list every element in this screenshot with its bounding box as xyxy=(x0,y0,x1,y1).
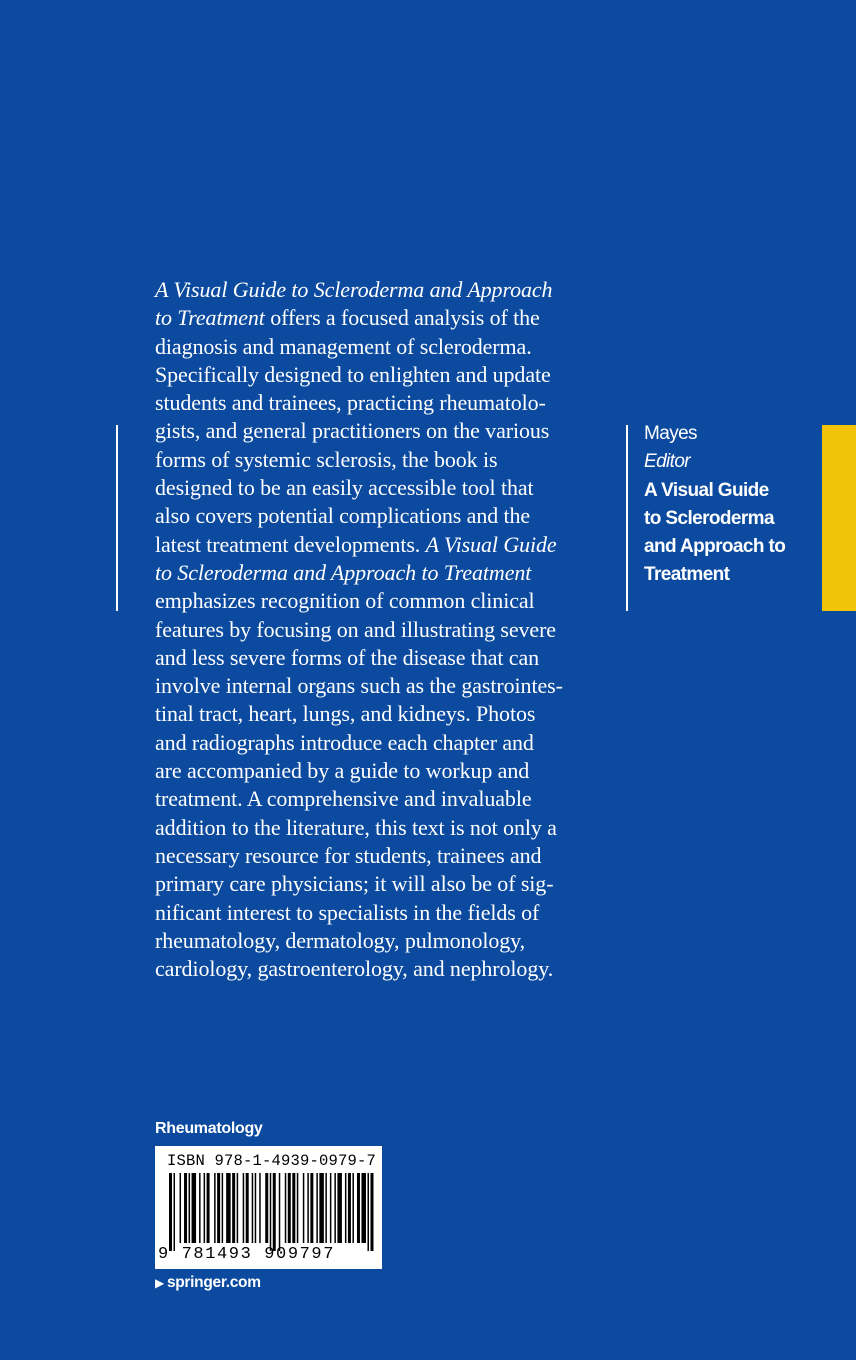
barcode-bar xyxy=(259,1173,261,1243)
barcode-bar xyxy=(288,1173,291,1243)
barcode-bar xyxy=(361,1173,366,1243)
book-title-line: and Approach to xyxy=(644,536,786,558)
description-text: primary care physicians; it will also be of sig- xyxy=(155,871,554,897)
barcode-bar xyxy=(337,1173,342,1243)
barcode-bar xyxy=(334,1173,336,1243)
barcode-bar xyxy=(246,1173,249,1243)
description-line xyxy=(155,361,605,389)
description-text: diagnosis and management of scleroderma. xyxy=(155,333,532,359)
description-text: are accompanied by a guide to workup and xyxy=(155,758,530,784)
description-line xyxy=(155,446,605,474)
barcode-bar xyxy=(330,1173,332,1243)
barcode-bar xyxy=(184,1173,187,1243)
description-text: designed to be an easily accessible tool that xyxy=(155,475,534,501)
spine-title-block xyxy=(644,420,814,590)
description-italic-text: A Visual Guide to Scleroderma and Approach xyxy=(155,277,553,302)
description-text: involve internal organs such as the gastrointes- xyxy=(155,673,563,699)
description-text: also covers potential complications and the xyxy=(155,503,531,529)
description-text: nificant interest to specialists in the fields of xyxy=(155,899,540,925)
barcode-bar xyxy=(303,1173,305,1243)
barcode-bar xyxy=(367,1173,369,1251)
description-line xyxy=(155,955,605,983)
description-line xyxy=(155,333,605,361)
barcode-bar xyxy=(180,1173,182,1243)
description-line xyxy=(155,417,605,445)
description-text: addition to the literature, this text is not only a xyxy=(155,814,557,840)
barcode-bars xyxy=(169,1173,375,1251)
description-line xyxy=(155,559,605,587)
description-text: cardiology, gastroenterology, and nephrology. xyxy=(155,956,554,982)
barcode-bar xyxy=(243,1173,245,1243)
barcode-bar xyxy=(174,1173,176,1251)
barcode-bar xyxy=(292,1173,295,1243)
barcode-bar xyxy=(237,1173,239,1243)
barcode-bar xyxy=(316,1173,318,1243)
description-line xyxy=(155,304,605,332)
website-text: springer.com xyxy=(166,1274,261,1291)
barcode-bar xyxy=(310,1173,313,1243)
description-text: latest treatment developments. xyxy=(155,531,426,557)
barcode-bar xyxy=(217,1173,220,1243)
description-italic-text: A Visual Guide xyxy=(425,531,557,557)
book-title-line: Treatment xyxy=(644,564,730,586)
barcode-digits: 9 781493 909797 xyxy=(158,1245,336,1264)
description-text: Specifically designed to enlighten and update xyxy=(155,361,551,387)
description-text: features by focusing on and illustrating severe xyxy=(155,616,556,642)
isbn-barcode xyxy=(155,1146,382,1269)
description-text: emphasizes recognition of common clinical xyxy=(155,588,535,614)
barcode-bar xyxy=(265,1173,268,1243)
arrow-right-icon: ▶ xyxy=(155,1276,164,1290)
description-text: and radiographs introduce each chapter and xyxy=(155,729,534,755)
description-line xyxy=(155,587,605,615)
description-text: and less severe forms of the disease that can xyxy=(155,644,540,670)
description-line xyxy=(155,757,605,785)
author-name: Mayes xyxy=(644,423,697,444)
description-line xyxy=(155,899,605,927)
description-line xyxy=(155,474,605,502)
barcode-bar xyxy=(199,1173,201,1243)
barcode-bar xyxy=(273,1173,276,1251)
barcode-bar xyxy=(189,1173,191,1243)
accent-color-bar xyxy=(822,425,856,611)
description-text: rheumatology, dermatology, pulmonology, xyxy=(155,927,526,953)
barcode-bar xyxy=(319,1173,324,1243)
publisher-website[interactable] xyxy=(155,1274,261,1292)
description-line xyxy=(155,927,605,955)
description-line xyxy=(155,870,605,898)
barcode-bar xyxy=(307,1173,309,1243)
subject-category: Rheumatology xyxy=(155,1120,263,1137)
description-line xyxy=(155,672,605,700)
description-italic-text: to Treatment xyxy=(155,305,265,331)
barcode-bar xyxy=(357,1173,360,1243)
barcode-bar xyxy=(232,1173,235,1243)
description-line xyxy=(155,531,605,559)
barcode-bar xyxy=(226,1173,231,1243)
barcode-bar xyxy=(222,1173,224,1243)
book-title-line: A Visual Guide xyxy=(644,479,769,501)
description-text: necessary resource for students, trainees and xyxy=(155,842,542,868)
isbn-label: ISBN 978-1-4939-0979-7 xyxy=(167,1152,377,1170)
barcode-bar xyxy=(285,1173,287,1243)
barcode-bar xyxy=(345,1173,347,1243)
barcode-bar xyxy=(279,1173,281,1251)
description-line xyxy=(155,700,605,728)
description-text: gists, and general practitioners on the various xyxy=(155,418,550,444)
description-line xyxy=(155,729,605,757)
barcode-bar xyxy=(270,1173,272,1251)
barcode-bar xyxy=(352,1173,354,1243)
barcode-bar xyxy=(255,1173,257,1243)
left-divider-rule xyxy=(116,425,118,611)
barcode-bar xyxy=(207,1173,210,1243)
author-role: Editor xyxy=(644,451,691,473)
barcode-bar xyxy=(169,1173,172,1251)
barcode-bar xyxy=(370,1173,373,1251)
description-line xyxy=(155,502,605,530)
book-description xyxy=(155,276,605,983)
description-line xyxy=(155,389,605,417)
barcode-bar xyxy=(297,1173,299,1243)
right-divider-rule xyxy=(626,425,628,611)
barcode-bar xyxy=(325,1173,327,1243)
description-text: offers a focused analysis of the xyxy=(264,305,540,331)
barcode-bar xyxy=(192,1173,197,1243)
description-line xyxy=(155,616,605,644)
description-line xyxy=(155,814,605,842)
barcode-bar xyxy=(214,1173,216,1243)
description-line xyxy=(155,644,605,672)
description-line xyxy=(155,785,605,813)
barcode-bar xyxy=(348,1173,351,1243)
barcode-bar xyxy=(204,1173,206,1243)
description-text: tinal tract, heart, lungs, and kidneys. Photos xyxy=(155,701,536,727)
description-italic-text: to Scleroderma and Approach to Treatment xyxy=(155,559,532,585)
description-line xyxy=(155,842,605,870)
description-line xyxy=(155,276,605,304)
book-title-line: to Scleroderma xyxy=(644,507,774,529)
barcode-bar xyxy=(252,1173,254,1243)
description-text: forms of systemic sclerosis, the book is xyxy=(155,446,498,472)
description-text: students and trainees, practicing rheumatolo- xyxy=(155,390,546,416)
description-text: treatment. A comprehensive and invaluable xyxy=(155,786,532,812)
